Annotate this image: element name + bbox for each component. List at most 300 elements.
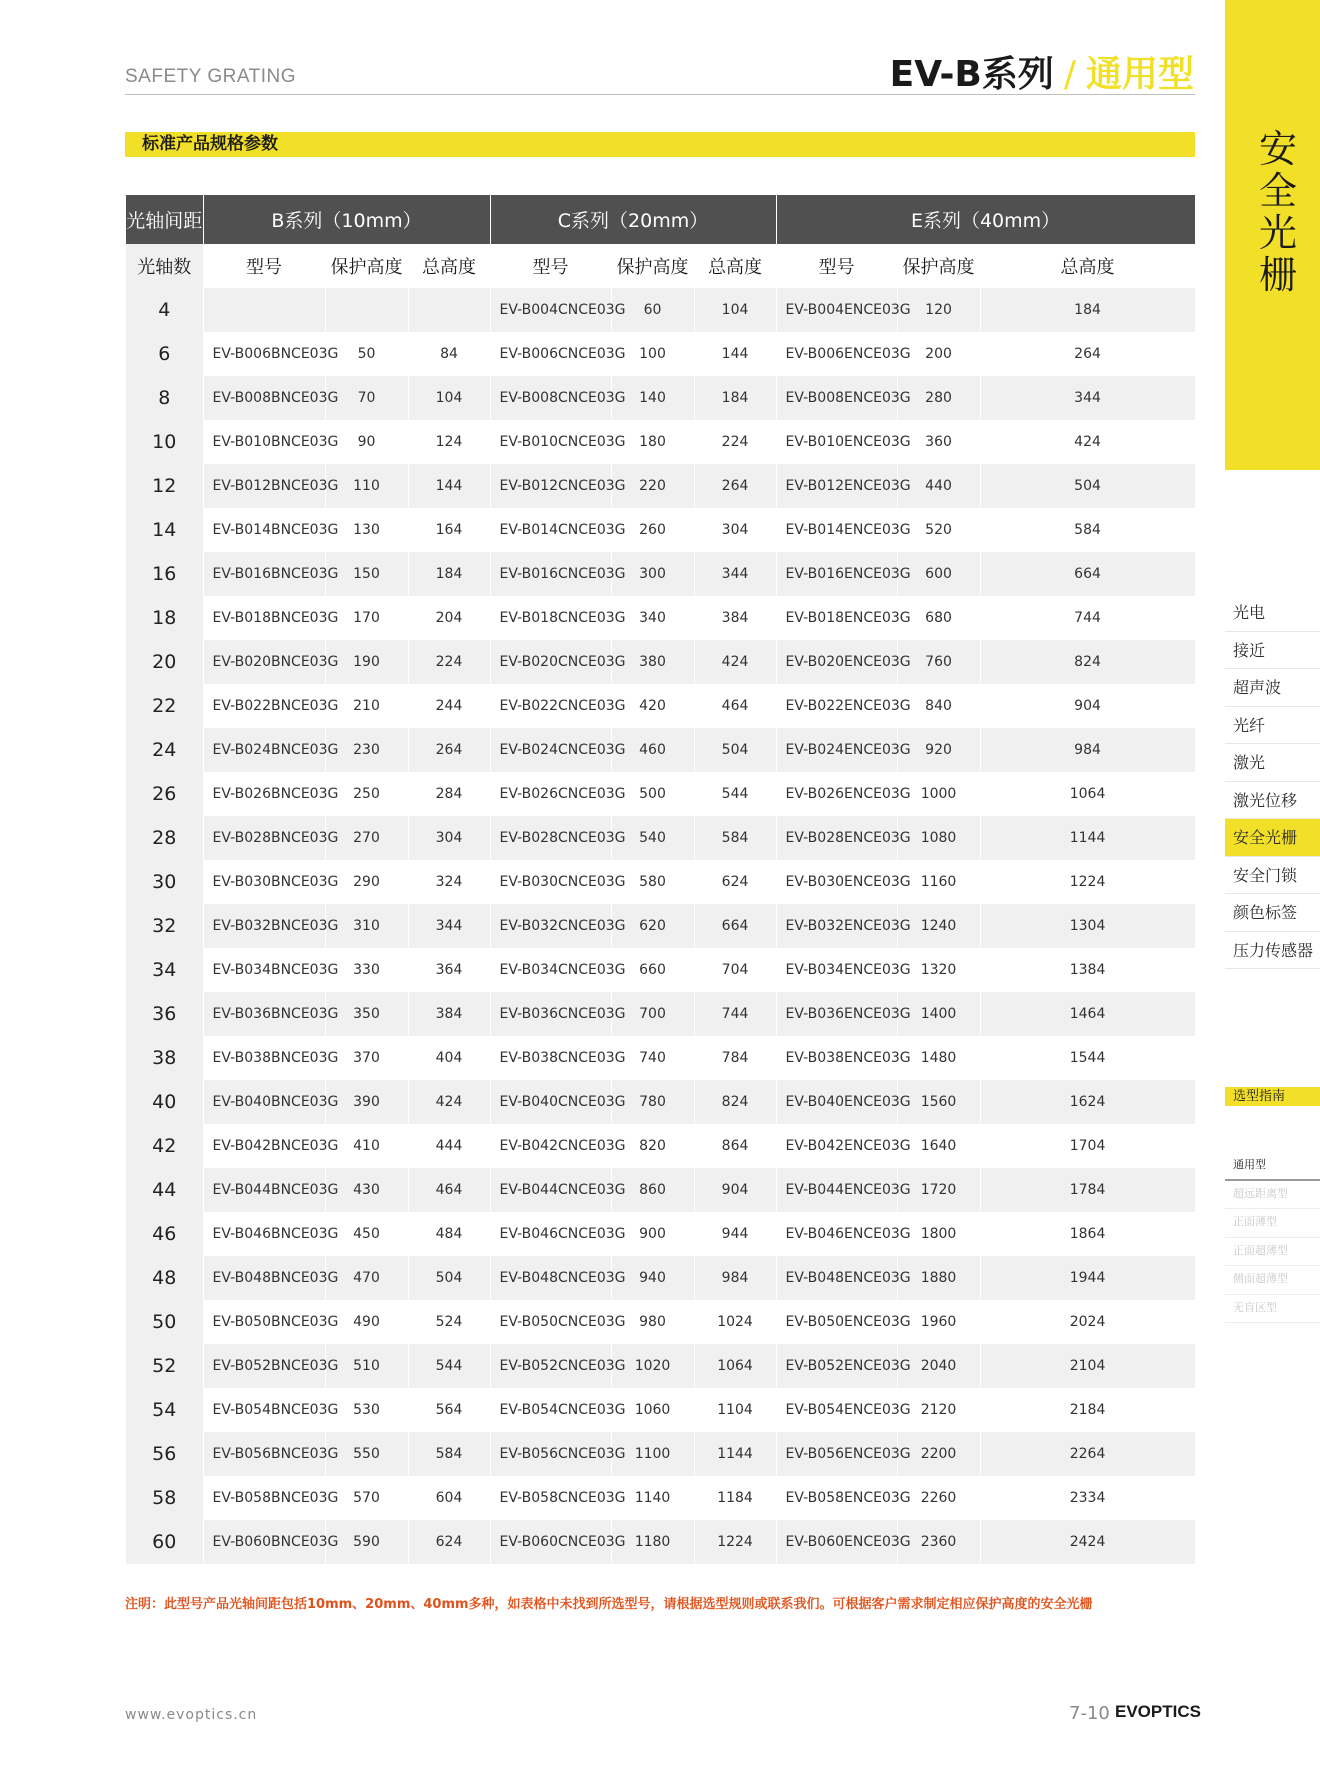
subheader-cell: 保护高度 — [325, 244, 408, 288]
height-cell: 120 — [897, 288, 980, 332]
axis-count-cell: 24 — [126, 728, 203, 772]
height-cell: 1464 — [980, 992, 1195, 1036]
subheader-cell: 总高度 — [694, 244, 776, 288]
height-cell: 584 — [694, 816, 776, 860]
model-cell: EV-B034ENCE03G — [776, 948, 897, 992]
model-cell: EV-B008ENCE03G — [776, 376, 897, 420]
axis-count-cell: 10 — [126, 420, 203, 464]
side-nav-item[interactable]: 激光 — [1225, 744, 1320, 782]
side-nav-item[interactable]: 安全门锁 — [1225, 857, 1320, 895]
table-row — [126, 1388, 1195, 1432]
height-cell: 824 — [980, 640, 1195, 684]
model-cell: EV-B018ENCE03G — [776, 596, 897, 640]
category-label: SAFETY GRATING — [125, 66, 296, 87]
table-row — [126, 992, 1195, 1036]
model-cell: EV-B052CNCE03G — [490, 1344, 611, 1388]
height-cell: 624 — [694, 860, 776, 904]
height-cell: 264 — [980, 332, 1195, 376]
axis-count-cell: 12 — [126, 464, 203, 508]
axis-count-cell: 30 — [126, 860, 203, 904]
height-cell: 544 — [408, 1344, 490, 1388]
model-cell: EV-B028ENCE03G — [776, 816, 897, 860]
selection-guide-label[interactable]: 选型指南 — [1225, 1087, 1320, 1106]
axis-count-cell: 18 — [126, 596, 203, 640]
model-cell: EV-B020CNCE03G — [490, 640, 611, 684]
table-row — [126, 1168, 1195, 1212]
brand-logo: EVOPTICS — [1115, 1702, 1201, 1721]
model-cell: EV-B030CNCE03G — [490, 860, 611, 904]
height-cell: 84 — [408, 332, 490, 376]
height-cell: 1064 — [980, 772, 1195, 816]
height-cell: 2120 — [897, 1388, 980, 1432]
height-cell: 140 — [611, 376, 694, 420]
axis-count-cell: 8 — [126, 376, 203, 420]
subheader-cell: 型号 — [490, 244, 611, 288]
page-number: 7-10 — [1069, 1703, 1110, 1724]
header-cell: C系列（20mm） — [490, 195, 776, 244]
height-cell: 424 — [694, 640, 776, 684]
height-cell: 510 — [325, 1344, 408, 1388]
model-cell: EV-B060ENCE03G — [776, 1520, 897, 1564]
side-nav-item[interactable]: 光电 — [1225, 594, 1320, 632]
height-cell: 1144 — [980, 816, 1195, 860]
height-cell: 530 — [325, 1388, 408, 1432]
model-cell: EV-B022BNCE03G — [203, 684, 325, 728]
model-cell: EV-B042ENCE03G — [776, 1124, 897, 1168]
height-cell: 184 — [408, 552, 490, 596]
height-cell: 1224 — [694, 1520, 776, 1564]
height-cell: 1960 — [897, 1300, 980, 1344]
axis-count-cell: 46 — [126, 1212, 203, 1256]
height-cell — [325, 288, 408, 332]
model-cell: EV-B032BNCE03G — [203, 904, 325, 948]
website-link[interactable]: www.evoptics.cn — [125, 1707, 258, 1723]
table-row — [126, 1300, 1195, 1344]
height-cell: 620 — [611, 904, 694, 948]
height-cell: 1024 — [694, 1300, 776, 1344]
height-cell: 1144 — [694, 1432, 776, 1476]
side-nav-item[interactable]: 激光位移 — [1225, 782, 1320, 820]
model-cell: EV-B058BNCE03G — [203, 1476, 325, 1520]
axis-count-cell: 40 — [126, 1080, 203, 1124]
axis-count-cell: 22 — [126, 684, 203, 728]
table-row — [126, 552, 1195, 596]
height-cell: 210 — [325, 684, 408, 728]
model-cell: EV-B046BNCE03G — [203, 1212, 325, 1256]
model-cell: EV-B036ENCE03G — [776, 992, 897, 1036]
height-cell: 864 — [694, 1124, 776, 1168]
table-row — [126, 772, 1195, 816]
model-cell — [203, 288, 325, 332]
side-nav-item[interactable]: 超声波 — [1225, 669, 1320, 707]
model-cell: EV-B016CNCE03G — [490, 552, 611, 596]
subheader-cell: 总高度 — [408, 244, 490, 288]
model-cell: EV-B026BNCE03G — [203, 772, 325, 816]
height-cell: 604 — [408, 1476, 490, 1520]
height-cell: 224 — [408, 640, 490, 684]
model-cell: EV-B050ENCE03G — [776, 1300, 897, 1344]
height-cell: 984 — [980, 728, 1195, 772]
model-cell: EV-B020ENCE03G — [776, 640, 897, 684]
model-cell: EV-B056BNCE03G — [203, 1432, 325, 1476]
table-row — [126, 1080, 1195, 1124]
height-cell: 784 — [694, 1036, 776, 1080]
height-cell: 490 — [325, 1300, 408, 1344]
height-cell: 1060 — [611, 1388, 694, 1432]
axis-count-cell: 36 — [126, 992, 203, 1036]
height-cell: 584 — [980, 508, 1195, 552]
height-cell: 780 — [611, 1080, 694, 1124]
axis-count-cell: 54 — [126, 1388, 203, 1432]
height-cell: 460 — [611, 728, 694, 772]
model-cell: EV-B028CNCE03G — [490, 816, 611, 860]
model-cell: EV-B048CNCE03G — [490, 1256, 611, 1300]
height-cell: 1304 — [980, 904, 1195, 948]
axis-count-cell: 60 — [126, 1520, 203, 1564]
height-cell: 464 — [694, 684, 776, 728]
model-cell: EV-B042BNCE03G — [203, 1124, 325, 1168]
model-cell: EV-B034CNCE03G — [490, 948, 611, 992]
model-cell: EV-B008BNCE03G — [203, 376, 325, 420]
height-cell: 980 — [611, 1300, 694, 1344]
model-cell: EV-B052ENCE03G — [776, 1344, 897, 1388]
height-cell: 1100 — [611, 1432, 694, 1476]
height-cell: 424 — [980, 420, 1195, 464]
height-cell: 484 — [408, 1212, 490, 1256]
subheader-cell: 型号 — [203, 244, 325, 288]
axis-count-cell: 6 — [126, 332, 203, 376]
height-cell: 2024 — [980, 1300, 1195, 1344]
height-cell: 420 — [611, 684, 694, 728]
model-cell: EV-B004CNCE03G — [490, 288, 611, 332]
table-row — [126, 332, 1195, 376]
model-cell: EV-B026CNCE03G — [490, 772, 611, 816]
table-row — [126, 684, 1195, 728]
height-cell: 464 — [408, 1168, 490, 1212]
table-row — [126, 376, 1195, 420]
table-row — [126, 420, 1195, 464]
height-cell: 544 — [694, 772, 776, 816]
model-cell: EV-B036BNCE03G — [203, 992, 325, 1036]
axis-count-cell: 56 — [126, 1432, 203, 1476]
model-cell: EV-B006ENCE03G — [776, 332, 897, 376]
height-cell: 1624 — [980, 1080, 1195, 1124]
height-cell: 330 — [325, 948, 408, 992]
table-row — [126, 1036, 1195, 1080]
model-cell: EV-B020BNCE03G — [203, 640, 325, 684]
height-cell: 860 — [611, 1168, 694, 1212]
height-cell: 1320 — [897, 948, 980, 992]
model-cell: EV-B042CNCE03G — [490, 1124, 611, 1168]
height-cell: 504 — [980, 464, 1195, 508]
height-cell: 1184 — [694, 1476, 776, 1520]
subheader-cell: 型号 — [776, 244, 897, 288]
height-cell: 2104 — [980, 1344, 1195, 1388]
height-cell: 564 — [408, 1388, 490, 1432]
table-row — [126, 728, 1195, 772]
height-cell: 1080 — [897, 816, 980, 860]
model-cell: EV-B022ENCE03G — [776, 684, 897, 728]
height-cell: 170 — [325, 596, 408, 640]
height-cell: 224 — [694, 420, 776, 464]
model-cell: EV-B050CNCE03G — [490, 1300, 611, 1344]
table-row — [126, 1432, 1195, 1476]
height-cell: 230 — [325, 728, 408, 772]
model-cell: EV-B050BNCE03G — [203, 1300, 325, 1344]
spec-table — [126, 195, 1196, 1564]
table-row — [126, 816, 1195, 860]
model-cell: EV-B056CNCE03G — [490, 1432, 611, 1476]
subheader-cell: 保护高度 — [897, 244, 980, 288]
axis-count-cell: 38 — [126, 1036, 203, 1080]
subtype-nav-item[interactable]: 无盲区型 — [1225, 1295, 1320, 1324]
height-cell: 2184 — [980, 1388, 1195, 1432]
height-cell: 2360 — [897, 1520, 980, 1564]
height-cell: 540 — [611, 816, 694, 860]
model-cell: EV-B006CNCE03G — [490, 332, 611, 376]
model-cell: EV-B054BNCE03G — [203, 1388, 325, 1432]
model-cell: EV-B016BNCE03G — [203, 552, 325, 596]
height-cell: 104 — [694, 288, 776, 332]
height-cell: 680 — [897, 596, 980, 640]
model-cell: EV-B026ENCE03G — [776, 772, 897, 816]
model-cell: EV-B052BNCE03G — [203, 1344, 325, 1388]
height-cell: 1140 — [611, 1476, 694, 1520]
axis-count-cell: 50 — [126, 1300, 203, 1344]
height-cell: 624 — [408, 1520, 490, 1564]
side-nav-item[interactable]: 颜色标签 — [1225, 894, 1320, 932]
axis-count-cell: 48 — [126, 1256, 203, 1300]
height-cell: 390 — [325, 1080, 408, 1124]
height-cell: 110 — [325, 464, 408, 508]
side-nav-item[interactable]: 接近 — [1225, 632, 1320, 670]
height-cell: 364 — [408, 948, 490, 992]
height-cell: 450 — [325, 1212, 408, 1256]
height-cell: 260 — [611, 508, 694, 552]
height-cell: 1944 — [980, 1256, 1195, 1300]
height-cell: 664 — [694, 904, 776, 948]
model-cell: EV-B060BNCE03G — [203, 1520, 325, 1564]
table-row — [126, 860, 1195, 904]
model-cell: EV-B030ENCE03G — [776, 860, 897, 904]
height-cell: 290 — [325, 860, 408, 904]
model-cell: EV-B010BNCE03G — [203, 420, 325, 464]
model-cell: EV-B032CNCE03G — [490, 904, 611, 948]
model-cell: EV-B032ENCE03G — [776, 904, 897, 948]
height-cell: 280 — [897, 376, 980, 420]
model-cell: EV-B056ENCE03G — [776, 1432, 897, 1476]
height-cell: 244 — [408, 684, 490, 728]
height-cell: 584 — [408, 1432, 490, 1476]
model-cell: EV-B024ENCE03G — [776, 728, 897, 772]
height-cell: 2260 — [897, 1476, 980, 1520]
height-cell: 70 — [325, 376, 408, 420]
height-cell: 1864 — [980, 1212, 1195, 1256]
model-cell: EV-B040ENCE03G — [776, 1080, 897, 1124]
height-cell: 1800 — [897, 1212, 980, 1256]
axis-count-cell: 16 — [126, 552, 203, 596]
height-cell: 590 — [325, 1520, 408, 1564]
subtype-nav-item[interactable]: 正面薄型 — [1225, 1209, 1320, 1238]
axis-count-cell: 58 — [126, 1476, 203, 1520]
height-cell: 1480 — [897, 1036, 980, 1080]
height-cell: 384 — [408, 992, 490, 1036]
height-cell: 660 — [611, 948, 694, 992]
footnote: 注明：此型号产品光轴间距包括10mm、20mm、40mm多种，如表格中未找到所选型号，请根据选型规则或联系我们。可根据客户需求制定相应保护高度的安全光栅 — [125, 1597, 1093, 1612]
model-cell: EV-B022CNCE03G — [490, 684, 611, 728]
height-cell: 600 — [897, 552, 980, 596]
axis-count-cell: 4 — [126, 288, 203, 332]
table-row — [126, 1212, 1195, 1256]
height-cell: 370 — [325, 1036, 408, 1080]
table-row — [126, 596, 1195, 640]
height-cell: 1224 — [980, 860, 1195, 904]
table-row — [126, 640, 1195, 684]
series-name: EV-B系列 — [889, 54, 1054, 95]
height-cell: 424 — [408, 1080, 490, 1124]
height-cell: 740 — [611, 1036, 694, 1080]
title-separator: / — [1063, 54, 1076, 95]
height-cell: 444 — [408, 1124, 490, 1168]
height-cell: 520 — [897, 508, 980, 552]
subtype-nav-item[interactable]: 超远距离型 — [1225, 1181, 1320, 1210]
model-cell: EV-B024BNCE03G — [203, 728, 325, 772]
height-cell: 264 — [408, 728, 490, 772]
model-cell: EV-B012CNCE03G — [490, 464, 611, 508]
model-cell: EV-B046CNCE03G — [490, 1212, 611, 1256]
height-cell: 264 — [694, 464, 776, 508]
height-cell: 300 — [611, 552, 694, 596]
height-cell: 150 — [325, 552, 408, 596]
height-cell: 744 — [980, 596, 1195, 640]
model-cell: EV-B058CNCE03G — [490, 1476, 611, 1520]
height-cell: 2040 — [897, 1344, 980, 1388]
height-cell: 1400 — [897, 992, 980, 1036]
model-cell: EV-B054CNCE03G — [490, 1388, 611, 1432]
height-cell: 700 — [611, 992, 694, 1036]
model-cell: EV-B006BNCE03G — [203, 332, 325, 376]
height-cell: 704 — [694, 948, 776, 992]
model-cell: EV-B040BNCE03G — [203, 1080, 325, 1124]
table-header-row — [126, 195, 1195, 244]
model-cell: EV-B014ENCE03G — [776, 508, 897, 552]
side-tab-title: 安全光栅 — [1258, 127, 1297, 297]
subtype-nav-item[interactable]: 正面超薄型 — [1225, 1238, 1320, 1267]
model-cell: EV-B008CNCE03G — [490, 376, 611, 420]
height-cell: 104 — [408, 376, 490, 420]
height-cell: 144 — [694, 332, 776, 376]
height-cell: 1544 — [980, 1036, 1195, 1080]
height-cell: 90 — [325, 420, 408, 464]
table-row — [126, 508, 1195, 552]
axis-count-cell: 34 — [126, 948, 203, 992]
height-cell: 410 — [325, 1124, 408, 1168]
height-cell: 904 — [980, 684, 1195, 728]
height-cell: 904 — [694, 1168, 776, 1212]
height-cell: 200 — [897, 332, 980, 376]
subheader-cell: 总高度 — [980, 244, 1195, 288]
height-cell: 404 — [408, 1036, 490, 1080]
height-cell: 430 — [325, 1168, 408, 1212]
subtype-nav — [1225, 1152, 1320, 1323]
height-cell: 1160 — [897, 860, 980, 904]
section-heading-bar — [125, 132, 1195, 157]
side-nav-item[interactable]: 光纤 — [1225, 707, 1320, 745]
height-cell: 2424 — [980, 1520, 1195, 1564]
axis-count-cell: 20 — [126, 640, 203, 684]
height-cell: 984 — [694, 1256, 776, 1300]
side-nav-item[interactable]: 安全光栅 — [1225, 819, 1320, 857]
height-cell: 1000 — [897, 772, 980, 816]
height-cell: 824 — [694, 1080, 776, 1124]
model-cell: EV-B044BNCE03G — [203, 1168, 325, 1212]
height-cell: 900 — [611, 1212, 694, 1256]
model-cell: EV-B018BNCE03G — [203, 596, 325, 640]
model-cell: EV-B048ENCE03G — [776, 1256, 897, 1300]
model-cell: EV-B036CNCE03G — [490, 992, 611, 1036]
table-row — [126, 288, 1195, 332]
height-cell: 744 — [694, 992, 776, 1036]
height-cell: 664 — [980, 552, 1195, 596]
height-cell: 504 — [408, 1256, 490, 1300]
height-cell: 164 — [408, 508, 490, 552]
model-cell: EV-B024CNCE03G — [490, 728, 611, 772]
height-cell: 920 — [897, 728, 980, 772]
height-cell: 1240 — [897, 904, 980, 948]
height-cell: 190 — [325, 640, 408, 684]
model-cell: EV-B038BNCE03G — [203, 1036, 325, 1080]
axis-count-cell: 42 — [126, 1124, 203, 1168]
height-cell: 124 — [408, 420, 490, 464]
table-row — [126, 1476, 1195, 1520]
model-cell: EV-B038CNCE03G — [490, 1036, 611, 1080]
model-cell: EV-B010ENCE03G — [776, 420, 897, 464]
height-cell: 524 — [408, 1300, 490, 1344]
height-cell: 1384 — [980, 948, 1195, 992]
height-cell: 360 — [897, 420, 980, 464]
model-cell: EV-B054ENCE03G — [776, 1388, 897, 1432]
model-cell: EV-B012BNCE03G — [203, 464, 325, 508]
table-row — [126, 1344, 1195, 1388]
model-cell: EV-B058ENCE03G — [776, 1476, 897, 1520]
model-cell: EV-B018CNCE03G — [490, 596, 611, 640]
height-cell: 380 — [611, 640, 694, 684]
height-cell: 1880 — [897, 1256, 980, 1300]
model-cell: EV-B004ENCE03G — [776, 288, 897, 332]
table-row — [126, 1256, 1195, 1300]
height-cell: 180 — [611, 420, 694, 464]
height-cell: 344 — [408, 904, 490, 948]
height-cell: 250 — [325, 772, 408, 816]
height-cell: 344 — [980, 376, 1195, 420]
height-cell: 1704 — [980, 1124, 1195, 1168]
height-cell: 384 — [694, 596, 776, 640]
model-cell: EV-B044ENCE03G — [776, 1168, 897, 1212]
model-cell: EV-B028BNCE03G — [203, 816, 325, 860]
height-cell: 504 — [694, 728, 776, 772]
subtype-nav-item[interactable]: 通用型 — [1225, 1152, 1320, 1181]
header-cell: B系列（10mm） — [203, 195, 490, 244]
subtype-nav-item[interactable]: 侧面超薄型 — [1225, 1266, 1320, 1295]
axis-count-cell: 44 — [126, 1168, 203, 1212]
height-cell: 470 — [325, 1256, 408, 1300]
height-cell: 760 — [897, 640, 980, 684]
model-cell: EV-B046ENCE03G — [776, 1212, 897, 1256]
side-nav-item[interactable]: 压力传感器 — [1225, 932, 1320, 970]
axis-count-cell: 26 — [126, 772, 203, 816]
model-cell: EV-B060CNCE03G — [490, 1520, 611, 1564]
axis-count-cell: 14 — [126, 508, 203, 552]
